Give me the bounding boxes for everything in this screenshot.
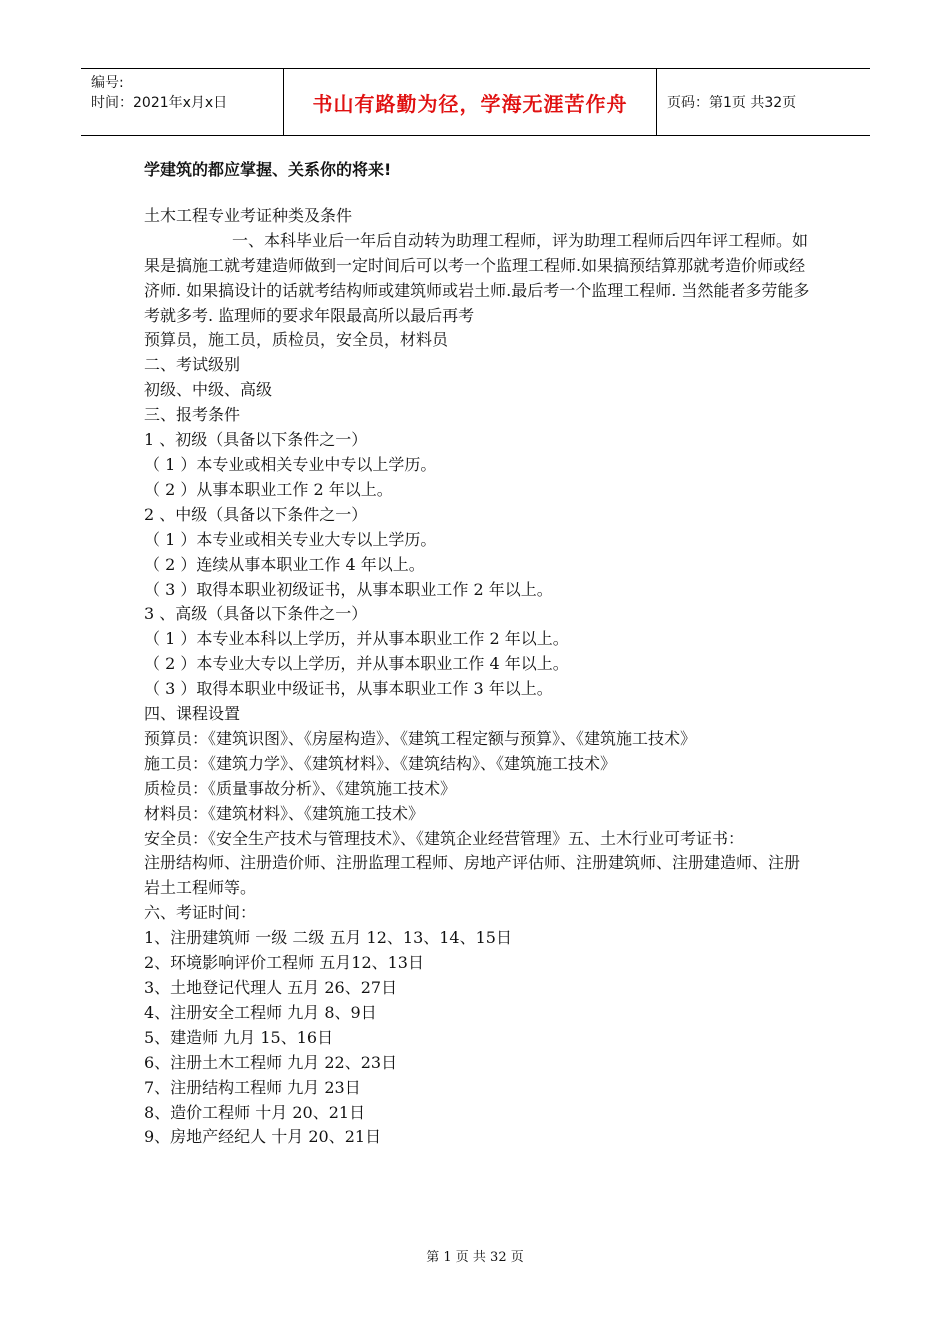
body-line: （ 2 ）本专业大专以上学历，并从事本职业工作 4 年以上。 <box>144 654 569 674</box>
body-line: （ 1 ）本专业本科以上学历，并从事本职业工作 2 年以上。 <box>144 629 569 649</box>
header-meta <box>81 69 283 135</box>
header-page-info: 页码：第1页 共32页 <box>667 95 797 111</box>
body-line: 2、环境影响评价工程师 五月12、13日 <box>144 953 424 973</box>
body-line: 9、房地产经纪人 十月 20、21日 <box>144 1127 382 1147</box>
document-time-label: 时间：2021年x月x日 <box>91 95 228 111</box>
page-footer: 第 1 页 共 32 页 <box>426 1250 524 1265</box>
body-line: 二、考试级别 <box>144 355 241 375</box>
body-lines <box>144 328 814 1150</box>
body-line: 3 、高级（具备以下条件之一） <box>144 604 368 624</box>
body-line: 1 、初级（具备以下条件之一） <box>144 430 368 450</box>
body-line: 预算员，施工员，质检员，安全员，材料员 <box>144 330 449 350</box>
body-line: 初级、中级、高级 <box>144 380 273 400</box>
body-line: 四、课程设置 <box>144 704 241 724</box>
body-line: 3、土地登记代理人 五月 26、27日 <box>144 978 398 997</box>
body-line: 三、报考条件 <box>144 405 241 425</box>
header-motto: 书山有路勤为径，学海无涯苦作舟 <box>283 69 657 135</box>
body-line: 预算员：《建筑识图》、《房屋构造》、《建筑工程定额与预算》、《建筑施工技术》 <box>144 728 697 748</box>
body-line: 1、注册建筑师 一级 二级 五月 12、13、14、15日 <box>144 928 512 948</box>
body-line: 注册结构师、注册造价师、注册监理工程师、房地产评估师、注册建筑师、注册建造师、注册岩土工程师等。 <box>144 853 801 898</box>
body-line: （ 3 ）取得本职业中级证书，从事本职业工作 3 年以上。 <box>144 679 553 699</box>
body-line: 六、考证时间： <box>144 903 257 923</box>
body-line: 安全员：《安全生产技术与管理技术》、《建筑企业经营管理》五、土木行业可考证书： <box>144 828 745 848</box>
body-line: 施工员：《建筑力学》、《建筑材料》、《建筑结构》、《建筑施工技术》 <box>144 753 617 773</box>
intro-text: 一、本科毕业后一年后自动转为助理工程师，评为助理工程师后四年评工程师。如果是搞施工就考建造师做到一定时间后可以考一个监理工程师.如果搞预结算那就考造价师或经济师. 如果搞设计的话就考结构师或建筑师或岩土师.最后考一个监理工程师. 当然能者多劳能多考就多考. 监理师的要求年限最高所以最后再考 <box>144 230 810 325</box>
body-line: 6、注册土木工程师 九月 22、23日 <box>144 1052 398 1072</box>
body-line: 7、注册结构工程师 九月 23日 <box>144 1077 361 1097</box>
page-header <box>81 68 870 136</box>
body-line: 8、造价工程师 十月 20、21日 <box>144 1102 366 1122</box>
body-line: （ 2 ）连续从事本职业工作 4 年以上。 <box>144 554 425 574</box>
body-line: 4、注册安全工程师 九月 8、9日 <box>144 1002 377 1022</box>
body-line: 5、建造师 九月 15、16日 <box>144 1027 334 1047</box>
body-line: （ 2 ）从事本职业工作 2 年以上。 <box>144 479 393 499</box>
body-line: （ 1 ）本专业或相关专业中专以上学历。 <box>144 454 437 474</box>
document-number-label: 编号: <box>91 75 124 91</box>
headline: 学建筑的都应掌握、关系你的将来! <box>144 160 392 179</box>
intro-paragraph <box>144 229 814 329</box>
body-line: （ 1 ）本专业或相关专业大专以上学历。 <box>144 529 437 549</box>
document-body <box>144 158 814 1150</box>
body-line: （ 3 ）取得本职业初级证书，从事本职业工作 2 年以上。 <box>144 579 553 599</box>
body-line: 质检员：《质量事故分析》、《建筑施工技术》 <box>144 778 457 798</box>
document-title: 土木工程专业考证种类及条件 <box>144 205 353 225</box>
body-line: 材料员：《建筑材料》、《建筑施工技术》 <box>144 803 425 823</box>
body-line: 2 、中级（具备以下条件之一） <box>144 504 368 524</box>
